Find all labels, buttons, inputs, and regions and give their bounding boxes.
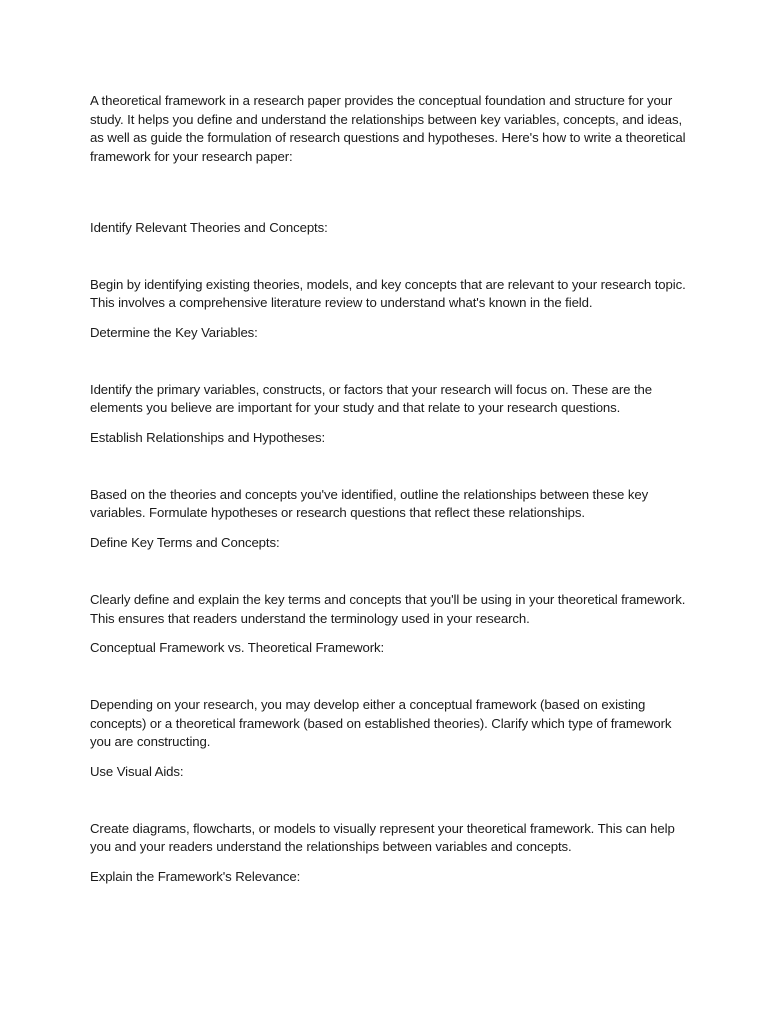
document-body [90, 92, 690, 925]
section-heading: Use Visual Aids: [90, 764, 184, 780]
section-heading: Define Key Terms and Concepts: [90, 535, 280, 551]
section-heading: Explain the Framework's Relevance: [90, 869, 301, 885]
section-paragraph: Create diagrams, flowcharts, or models to visually represent your theoretical framework. This can help you and your readers understand the relationships between variables and concepts. [90, 820, 675, 855]
section-heading: Determine the Key Variables: [90, 324, 258, 340]
section-paragraph: Based on the theories and concepts you've identified, outline the relationships between these key variables. Formulate hypotheses or research questions that reflect these relationships. [90, 486, 649, 521]
section-paragraph: Begin by identifying existing theories, models, and key concepts that are relevant to your research topic. This involves a comprehensive literature review to understand what's known in the field. [90, 276, 686, 311]
section-heading: Conceptual Framework vs. Theoretical Framework: [90, 640, 385, 656]
section-paragraph: Depending on your research, you may develop either a conceptual framework (based on existing concepts) or a theoretical framework (based on established theories). Clarify which type of framework you are constructing. [90, 696, 672, 750]
section-heading: Identify Relevant Theories and Concepts: [90, 219, 328, 235]
section-paragraph: Clearly define and explain the key terms and concepts that you'll be using in your theoretical framework. This ensures that readers understand the terminology used in your research. [90, 591, 686, 626]
intro-paragraph: A theoretical framework in a research paper provides the conceptual foundation and structure for your study. It helps you define and understand the relationships between key variables, concepts, and ideas, as well as guide the formulation of research questions and hypotheses. Here's how to write a theoretical framework for your research paper: [90, 93, 686, 165]
section-paragraph: Identify the primary variables, constructs, or factors that your research will focus on. These are the elements you believe are important for your study and that relate to your research questions. [90, 381, 653, 416]
section-heading: Establish Relationships and Hypotheses: [90, 430, 326, 446]
